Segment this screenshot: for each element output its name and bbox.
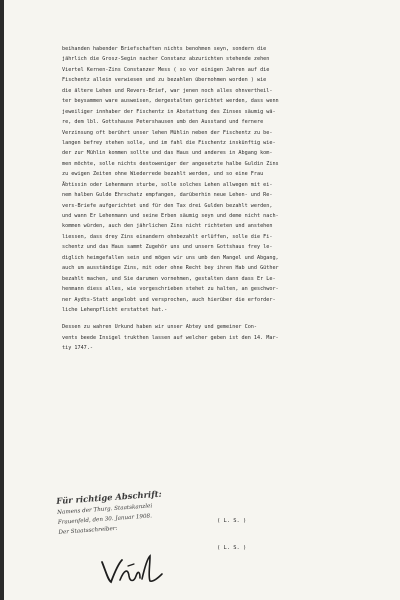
body-line: und wann Er Lehenmann und seine Erben säumig seyn und deme nicht nach- [62,213,279,219]
body-line: Verzinsung oft berührt unser lehen Mühlin neben der Fischentz zu be- [62,129,273,136]
body-line: men möchte, solle nichts destoweniger der angesetzte halbe Guldin Zins [62,160,279,167]
body-line: ter beysammen ware ausweisen, dergestalten gerichtet werden, dass wenn [62,98,279,105]
body-line: re, dem lbl. Gottshause Petershausen umb den Ausstand und fernere [62,119,264,126]
body-line: liessen, dass drey Zins einandern ohnbezahlt erlüffen, solle die Fi- [62,233,273,240]
body-line: liche Lehenpflicht erstattet hat.- [62,306,168,313]
body-line: jährlich die Grosz-Segin nacher Constanz abzurichten stehende zehen [62,56,270,63]
scan-border [0,0,4,600]
certification-office: Namens der Thurg. Staatskanzlei [56,503,153,516]
body-line: Äbtissin oder Lehenmann sturbe, solle solches Lehen allwegen mit ei- [62,181,273,188]
body-line: diglich heimgefallen sein und mögen wir uns umb den Mangel und Abgang, [62,254,279,261]
body-line: beihanden habender Briefschaften nichts benohmen seyn, sondern die [62,46,267,52]
body-line: henmann diess alles, wie vorgeschrieben stehet zu halten, an geschwor- [62,286,279,293]
document-body [62,44,382,354]
closing-line: tiy 1747.- [62,345,93,352]
body-line: ner Aydts-Statt angelobt und versprochen, auch hierüber die erforder- [62,296,276,303]
certification-role: Der Staatsschreiber: [58,525,118,536]
body-line: jeweiliger innhaber der Fischentz in Abstattung des Zinses säumig wä- [62,108,276,115]
body-line: auch um ausständige Zins, mit oder ohne Recht bey ihren Hab und Güther [62,265,279,272]
body-line: bezahlt machen, und Sie darumen vornehmen, gestalten dann dass Er Le- [62,275,276,282]
seal-placeholder: ( L. S. ) [217,545,247,551]
body-line: vers-Briefe aufgerichtet und für den Tax drei Gulden bezahlt werden, [62,202,273,209]
body-line: nem halben Gulde Ehrschatz empfangen, darüberhin neue Lehen- und Re- [62,192,273,199]
body-line: die ältere Lehen und Revers-Brief, war jenen noch alles ohnvertheil- [62,87,273,94]
body-line: schentz und das Haus sammt Zugehör uns und unsern Gottshaus frey le- [62,244,273,251]
body-line: kommen würden, auch den jährlichen Zins nicht richteten und anstehen [62,223,273,230]
body-line: langen befrey stehen solle, und im fahl die Fischentz inskünftig wie- [62,139,276,146]
certification-place-date: Frauenfeld, den 30. Januar 1908. [57,513,153,526]
seal-placeholder: ( L. S. ) [217,518,247,524]
closing-line: Dessen zu wahren Urkund haben wir unser Abtey und gemeiner Con- [62,324,257,331]
body-line: der zur Mühlin kommen sollte und das Haus und anderes in Abgang kom- [62,150,273,157]
certification-stamp [56,488,171,536]
closing-line: vents beede Insigel trukthen lassen auf welcher geben ist den 14. Mar- [62,334,279,341]
handwritten-signature [98,552,168,586]
body-line: zu ewigen Zeiten ohne Wiederrede bezahlt werden, und so eine Frau [62,171,264,178]
body-line: Viertel Kernen-Zins Constanzer Mess ( so vor einigen Jahren auf die [62,66,270,73]
body-line: Fischentz allein verwiesen und zu bezahlen übernohmen worden ) wie [62,77,267,84]
certification-title: Für richtige Abschrift: [56,488,163,506]
